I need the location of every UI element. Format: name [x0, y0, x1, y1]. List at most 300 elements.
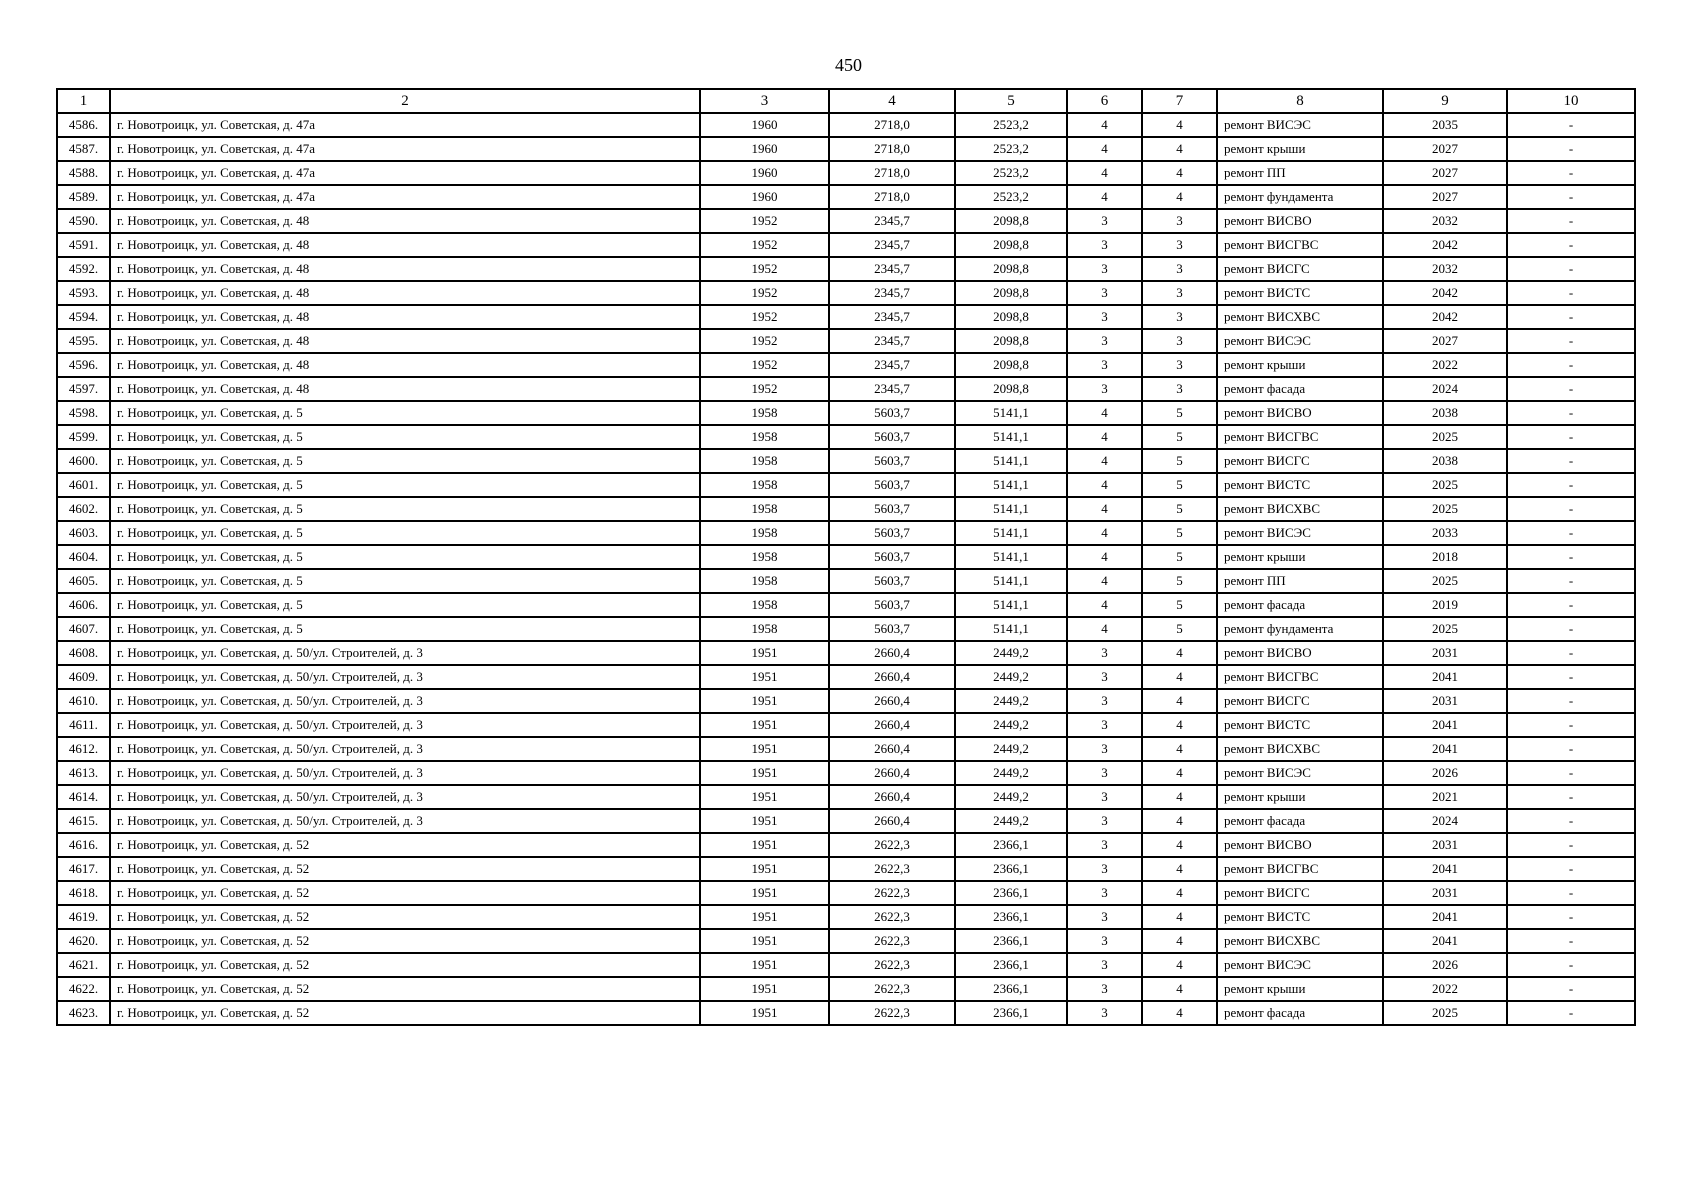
living-area-cell: 2366,1: [955, 857, 1067, 881]
floors-min-cell: 4: [1067, 137, 1142, 161]
living-area-cell: 2523,2: [955, 161, 1067, 185]
row-number-cell: 4587.: [57, 137, 110, 161]
total-area-cell: 2660,4: [829, 809, 955, 833]
address-cell: г. Новотроицк, ул. Советская, д. 50/ул. Строителей, д. 3: [110, 785, 700, 809]
living-area-cell: 2098,8: [955, 377, 1067, 401]
work-type-cell: ремонт фасада: [1217, 593, 1383, 617]
work-type-cell: ремонт фасада: [1217, 809, 1383, 833]
planned-year-cell: 2022: [1383, 353, 1507, 377]
year-built-cell: 1952: [700, 281, 829, 305]
living-area-cell: 2523,2: [955, 185, 1067, 209]
column-header-5: 5: [955, 89, 1067, 113]
floors-min-cell: 3: [1067, 305, 1142, 329]
year-built-cell: 1951: [700, 761, 829, 785]
floors-min-cell: 4: [1067, 401, 1142, 425]
repair-schedule-table: [56, 88, 1636, 1026]
total-area-cell: 2660,4: [829, 761, 955, 785]
address-cell: г. Новотроицк, ул. Советская, д. 50/ул. Строителей, д. 3: [110, 737, 700, 761]
planned-year-cell: 2019: [1383, 593, 1507, 617]
row-number-cell: 4612.: [57, 737, 110, 761]
living-area-cell: 2098,8: [955, 209, 1067, 233]
row-number-cell: 4592.: [57, 257, 110, 281]
living-area-cell: 5141,1: [955, 521, 1067, 545]
total-area-cell: 2622,3: [829, 929, 955, 953]
table-row: [57, 401, 1635, 425]
table-row: [57, 113, 1635, 137]
address-cell: г. Новотроицк, ул. Советская, д. 5: [110, 521, 700, 545]
floors-max-cell: 5: [1142, 545, 1217, 569]
table-row: [57, 809, 1635, 833]
living-area-cell: 2098,8: [955, 257, 1067, 281]
table-row: [57, 497, 1635, 521]
floors-min-cell: 3: [1067, 833, 1142, 857]
row-number-cell: 4620.: [57, 929, 110, 953]
total-area-cell: 2660,4: [829, 713, 955, 737]
total-area-cell: 2718,0: [829, 161, 955, 185]
table-row: [57, 785, 1635, 809]
floors-min-cell: 3: [1067, 737, 1142, 761]
work-type-cell: ремонт ВИСВО: [1217, 209, 1383, 233]
planned-year-cell: 2026: [1383, 953, 1507, 977]
table-row: [57, 161, 1635, 185]
table-row: [57, 569, 1635, 593]
floors-min-cell: 3: [1067, 209, 1142, 233]
work-type-cell: ремонт ПП: [1217, 569, 1383, 593]
total-area-cell: 2622,3: [829, 881, 955, 905]
year-built-cell: 1952: [700, 257, 829, 281]
floors-min-cell: 3: [1067, 329, 1142, 353]
note-cell: -: [1507, 209, 1635, 233]
planned-year-cell: 2042: [1383, 233, 1507, 257]
floors-max-cell: 5: [1142, 593, 1217, 617]
living-area-cell: 2366,1: [955, 833, 1067, 857]
note-cell: -: [1507, 665, 1635, 689]
row-number-cell: 4589.: [57, 185, 110, 209]
work-type-cell: ремонт ВИСХВС: [1217, 305, 1383, 329]
floors-max-cell: 5: [1142, 497, 1217, 521]
work-type-cell: ремонт ВИСЭС: [1217, 761, 1383, 785]
floors-max-cell: 4: [1142, 737, 1217, 761]
floors-min-cell: 3: [1067, 233, 1142, 257]
floors-min-cell: 3: [1067, 929, 1142, 953]
floors-max-cell: 3: [1142, 305, 1217, 329]
row-number-cell: 4623.: [57, 1001, 110, 1025]
address-cell: г. Новотроицк, ул. Советская, д. 5: [110, 425, 700, 449]
work-type-cell: ремонт ВИСХВС: [1217, 929, 1383, 953]
note-cell: -: [1507, 113, 1635, 137]
note-cell: -: [1507, 377, 1635, 401]
address-cell: г. Новотроицк, ул. Советская, д. 52: [110, 857, 700, 881]
living-area-cell: 5141,1: [955, 593, 1067, 617]
row-number-cell: 4616.: [57, 833, 110, 857]
planned-year-cell: 2041: [1383, 713, 1507, 737]
total-area-cell: 2345,7: [829, 281, 955, 305]
floors-min-cell: 4: [1067, 545, 1142, 569]
row-number-cell: 4622.: [57, 977, 110, 1001]
table-row: [57, 281, 1635, 305]
planned-year-cell: 2032: [1383, 209, 1507, 233]
year-built-cell: 1952: [700, 233, 829, 257]
address-cell: г. Новотроицк, ул. Советская, д. 5: [110, 545, 700, 569]
note-cell: -: [1507, 953, 1635, 977]
year-built-cell: 1958: [700, 545, 829, 569]
table-row: [57, 641, 1635, 665]
column-header-8: 8: [1217, 89, 1383, 113]
floors-max-cell: 4: [1142, 977, 1217, 1001]
work-type-cell: ремонт ВИСГС: [1217, 881, 1383, 905]
living-area-cell: 2366,1: [955, 977, 1067, 1001]
row-number-cell: 4611.: [57, 713, 110, 737]
total-area-cell: 2660,4: [829, 641, 955, 665]
living-area-cell: 5141,1: [955, 401, 1067, 425]
note-cell: -: [1507, 905, 1635, 929]
address-cell: г. Новотроицк, ул. Советская, д. 5: [110, 401, 700, 425]
year-built-cell: 1958: [700, 593, 829, 617]
floors-max-cell: 4: [1142, 185, 1217, 209]
planned-year-cell: 2021: [1383, 785, 1507, 809]
note-cell: -: [1507, 353, 1635, 377]
row-number-cell: 4598.: [57, 401, 110, 425]
floors-min-cell: 3: [1067, 785, 1142, 809]
row-number-cell: 4604.: [57, 545, 110, 569]
floors-max-cell: 4: [1142, 713, 1217, 737]
table-row: [57, 305, 1635, 329]
planned-year-cell: 2025: [1383, 617, 1507, 641]
work-type-cell: ремонт ВИСГВС: [1217, 425, 1383, 449]
floors-min-cell: 3: [1067, 761, 1142, 785]
living-area-cell: 5141,1: [955, 545, 1067, 569]
address-cell: г. Новотроицк, ул. Советская, д. 52: [110, 905, 700, 929]
floors-min-cell: 4: [1067, 161, 1142, 185]
table-row: [57, 521, 1635, 545]
work-type-cell: ремонт крыши: [1217, 353, 1383, 377]
column-header-7: 7: [1142, 89, 1217, 113]
planned-year-cell: 2033: [1383, 521, 1507, 545]
address-cell: г. Новотроицк, ул. Советская, д. 5: [110, 449, 700, 473]
floors-min-cell: 3: [1067, 953, 1142, 977]
year-built-cell: 1951: [700, 809, 829, 833]
floors-min-cell: 3: [1067, 353, 1142, 377]
row-number-cell: 4600.: [57, 449, 110, 473]
note-cell: -: [1507, 833, 1635, 857]
column-header-9: 9: [1383, 89, 1507, 113]
planned-year-cell: 2041: [1383, 857, 1507, 881]
total-area-cell: 2660,4: [829, 785, 955, 809]
year-built-cell: 1960: [700, 185, 829, 209]
total-area-cell: 5603,7: [829, 593, 955, 617]
note-cell: -: [1507, 617, 1635, 641]
living-area-cell: 2098,8: [955, 281, 1067, 305]
floors-min-cell: 3: [1067, 641, 1142, 665]
floors-min-cell: 4: [1067, 497, 1142, 521]
page-number: 450: [835, 55, 862, 75]
work-type-cell: ремонт ВИСТС: [1217, 905, 1383, 929]
note-cell: -: [1507, 569, 1635, 593]
floors-max-cell: 5: [1142, 569, 1217, 593]
floors-max-cell: 3: [1142, 353, 1217, 377]
work-type-cell: ремонт ВИСВО: [1217, 401, 1383, 425]
note-cell: -: [1507, 785, 1635, 809]
floors-max-cell: 4: [1142, 113, 1217, 137]
note-cell: -: [1507, 977, 1635, 1001]
row-number-cell: 4586.: [57, 113, 110, 137]
living-area-cell: 2523,2: [955, 137, 1067, 161]
table-row: [57, 545, 1635, 569]
year-built-cell: 1958: [700, 401, 829, 425]
address-cell: г. Новотроицк, ул. Советская, д. 47а: [110, 113, 700, 137]
table-row: [57, 761, 1635, 785]
row-number-cell: 4621.: [57, 953, 110, 977]
floors-min-cell: 3: [1067, 881, 1142, 905]
table-row: [57, 953, 1635, 977]
row-number-cell: 4608.: [57, 641, 110, 665]
planned-year-cell: 2031: [1383, 833, 1507, 857]
note-cell: -: [1507, 305, 1635, 329]
total-area-cell: 5603,7: [829, 617, 955, 641]
row-number-cell: 4606.: [57, 593, 110, 617]
floors-max-cell: 3: [1142, 281, 1217, 305]
living-area-cell: 2449,2: [955, 665, 1067, 689]
year-built-cell: 1960: [700, 161, 829, 185]
total-area-cell: 5603,7: [829, 497, 955, 521]
floors-max-cell: 5: [1142, 401, 1217, 425]
address-cell: г. Новотроицк, ул. Советская, д. 48: [110, 233, 700, 257]
living-area-cell: 2449,2: [955, 641, 1067, 665]
address-cell: г. Новотроицк, ул. Советская, д. 52: [110, 929, 700, 953]
total-area-cell: 5603,7: [829, 449, 955, 473]
note-cell: -: [1507, 929, 1635, 953]
year-built-cell: 1951: [700, 953, 829, 977]
total-area-cell: 5603,7: [829, 425, 955, 449]
work-type-cell: ремонт ВИСГВС: [1217, 233, 1383, 257]
planned-year-cell: 2027: [1383, 329, 1507, 353]
note-cell: -: [1507, 713, 1635, 737]
note-cell: -: [1507, 593, 1635, 617]
table-row: [57, 929, 1635, 953]
table-row: [57, 425, 1635, 449]
total-area-cell: 2660,4: [829, 689, 955, 713]
work-type-cell: ремонт ВИСГС: [1217, 449, 1383, 473]
total-area-cell: 2622,3: [829, 857, 955, 881]
living-area-cell: 2449,2: [955, 713, 1067, 737]
work-type-cell: ремонт крыши: [1217, 785, 1383, 809]
total-area-cell: 2622,3: [829, 833, 955, 857]
floors-min-cell: 3: [1067, 281, 1142, 305]
planned-year-cell: 2041: [1383, 665, 1507, 689]
year-built-cell: 1952: [700, 209, 829, 233]
year-built-cell: 1952: [700, 353, 829, 377]
living-area-cell: 5141,1: [955, 497, 1067, 521]
planned-year-cell: 2018: [1383, 545, 1507, 569]
total-area-cell: 5603,7: [829, 473, 955, 497]
row-number-cell: 4602.: [57, 497, 110, 521]
floors-max-cell: 4: [1142, 641, 1217, 665]
year-built-cell: 1958: [700, 425, 829, 449]
total-area-cell: 2345,7: [829, 257, 955, 281]
floors-max-cell: 4: [1142, 857, 1217, 881]
floors-max-cell: 4: [1142, 761, 1217, 785]
planned-year-cell: 2041: [1383, 905, 1507, 929]
address-cell: г. Новотроицк, ул. Советская, д. 47а: [110, 161, 700, 185]
address-cell: г. Новотроицк, ул. Советская, д. 52: [110, 833, 700, 857]
year-built-cell: 1952: [700, 305, 829, 329]
living-area-cell: 5141,1: [955, 425, 1067, 449]
floors-min-cell: 4: [1067, 425, 1142, 449]
row-number-cell: 4619.: [57, 905, 110, 929]
address-cell: г. Новотроицк, ул. Советская, д. 5: [110, 497, 700, 521]
total-area-cell: 2622,3: [829, 953, 955, 977]
planned-year-cell: 2024: [1383, 809, 1507, 833]
work-type-cell: ремонт ВИСГВС: [1217, 857, 1383, 881]
year-built-cell: 1952: [700, 329, 829, 353]
floors-max-cell: 4: [1142, 953, 1217, 977]
note-cell: -: [1507, 233, 1635, 257]
planned-year-cell: 2031: [1383, 881, 1507, 905]
living-area-cell: 2366,1: [955, 1001, 1067, 1025]
note-cell: -: [1507, 521, 1635, 545]
total-area-cell: 2622,3: [829, 977, 955, 1001]
note-cell: -: [1507, 425, 1635, 449]
address-cell: г. Новотроицк, ул. Советская, д. 48: [110, 353, 700, 377]
column-header-2: 2: [110, 89, 700, 113]
year-built-cell: 1952: [700, 377, 829, 401]
work-type-cell: ремонт крыши: [1217, 137, 1383, 161]
floors-max-cell: 3: [1142, 257, 1217, 281]
column-header-10: 10: [1507, 89, 1635, 113]
planned-year-cell: 2022: [1383, 977, 1507, 1001]
living-area-cell: 2449,2: [955, 785, 1067, 809]
note-cell: -: [1507, 737, 1635, 761]
planned-year-cell: 2042: [1383, 305, 1507, 329]
address-cell: г. Новотроицк, ул. Советская, д. 50/ул. Строителей, д. 3: [110, 809, 700, 833]
note-cell: -: [1507, 329, 1635, 353]
floors-max-cell: 5: [1142, 449, 1217, 473]
floors-max-cell: 4: [1142, 785, 1217, 809]
table-row: [57, 713, 1635, 737]
year-built-cell: 1951: [700, 737, 829, 761]
year-built-cell: 1960: [700, 137, 829, 161]
planned-year-cell: 2024: [1383, 377, 1507, 401]
row-number-cell: 4594.: [57, 305, 110, 329]
row-number-cell: 4596.: [57, 353, 110, 377]
year-built-cell: 1958: [700, 569, 829, 593]
table-row: [57, 905, 1635, 929]
living-area-cell: 2449,2: [955, 737, 1067, 761]
row-number-cell: 4588.: [57, 161, 110, 185]
address-cell: г. Новотроицк, ул. Советская, д. 48: [110, 329, 700, 353]
note-cell: -: [1507, 881, 1635, 905]
planned-year-cell: 2026: [1383, 761, 1507, 785]
note-cell: -: [1507, 857, 1635, 881]
table-row: [57, 617, 1635, 641]
year-built-cell: 1951: [700, 713, 829, 737]
row-number-cell: 4599.: [57, 425, 110, 449]
floors-max-cell: 4: [1142, 929, 1217, 953]
planned-year-cell: 2025: [1383, 569, 1507, 593]
year-built-cell: 1951: [700, 689, 829, 713]
planned-year-cell: 2041: [1383, 737, 1507, 761]
note-cell: -: [1507, 761, 1635, 785]
floors-min-cell: 3: [1067, 857, 1142, 881]
floors-max-cell: 4: [1142, 1001, 1217, 1025]
work-type-cell: ремонт ВИСВО: [1217, 641, 1383, 665]
table-row: [57, 209, 1635, 233]
row-number-cell: 4617.: [57, 857, 110, 881]
table-row: [57, 185, 1635, 209]
planned-year-cell: 2038: [1383, 449, 1507, 473]
row-number-cell: 4593.: [57, 281, 110, 305]
total-area-cell: 5603,7: [829, 569, 955, 593]
note-cell: -: [1507, 689, 1635, 713]
year-built-cell: 1951: [700, 857, 829, 881]
floors-max-cell: 5: [1142, 473, 1217, 497]
living-area-cell: 5141,1: [955, 449, 1067, 473]
planned-year-cell: 2025: [1383, 473, 1507, 497]
row-number-cell: 4613.: [57, 761, 110, 785]
total-area-cell: 2345,7: [829, 329, 955, 353]
year-built-cell: 1951: [700, 665, 829, 689]
note-cell: -: [1507, 641, 1635, 665]
row-number-cell: 4591.: [57, 233, 110, 257]
table-row: [57, 257, 1635, 281]
living-area-cell: 2366,1: [955, 953, 1067, 977]
living-area-cell: 2366,1: [955, 881, 1067, 905]
note-cell: -: [1507, 809, 1635, 833]
work-type-cell: ремонт фасада: [1217, 1001, 1383, 1025]
row-number-cell: 4597.: [57, 377, 110, 401]
address-cell: г. Новотроицк, ул. Советская, д. 5: [110, 617, 700, 641]
note-cell: -: [1507, 185, 1635, 209]
floors-min-cell: 4: [1067, 473, 1142, 497]
total-area-cell: 2718,0: [829, 113, 955, 137]
year-built-cell: 1951: [700, 833, 829, 857]
floors-max-cell: 4: [1142, 809, 1217, 833]
table-row: [57, 377, 1635, 401]
planned-year-cell: 2025: [1383, 1001, 1507, 1025]
address-cell: г. Новотроицк, ул. Советская, д. 50/ул. Строителей, д. 3: [110, 641, 700, 665]
planned-year-cell: 2035: [1383, 113, 1507, 137]
floors-max-cell: 3: [1142, 377, 1217, 401]
row-number-cell: 4609.: [57, 665, 110, 689]
address-cell: г. Новотроицк, ул. Советская, д. 47а: [110, 137, 700, 161]
table-row: [57, 233, 1635, 257]
planned-year-cell: 2032: [1383, 257, 1507, 281]
column-header-1: 1: [57, 89, 110, 113]
work-type-cell: ремонт ПП: [1217, 161, 1383, 185]
year-built-cell: 1951: [700, 1001, 829, 1025]
row-number-cell: 4607.: [57, 617, 110, 641]
floors-max-cell: 4: [1142, 905, 1217, 929]
floors-max-cell: 4: [1142, 161, 1217, 185]
note-cell: -: [1507, 497, 1635, 521]
work-type-cell: ремонт ВИСГС: [1217, 257, 1383, 281]
total-area-cell: 2345,7: [829, 353, 955, 377]
total-area-cell: 2660,4: [829, 665, 955, 689]
work-type-cell: ремонт ВИСЭС: [1217, 329, 1383, 353]
year-built-cell: 1958: [700, 449, 829, 473]
address-cell: г. Новотроицк, ул. Советская, д. 48: [110, 281, 700, 305]
floors-min-cell: 3: [1067, 977, 1142, 1001]
planned-year-cell: 2038: [1383, 401, 1507, 425]
living-area-cell: 2098,8: [955, 233, 1067, 257]
living-area-cell: 5141,1: [955, 569, 1067, 593]
floors-min-cell: 4: [1067, 569, 1142, 593]
address-cell: г. Новотроицк, ул. Советская, д. 50/ул. Строителей, д. 3: [110, 689, 700, 713]
year-built-cell: 1958: [700, 497, 829, 521]
table-row: [57, 881, 1635, 905]
floors-min-cell: 4: [1067, 113, 1142, 137]
row-number-cell: 4615.: [57, 809, 110, 833]
